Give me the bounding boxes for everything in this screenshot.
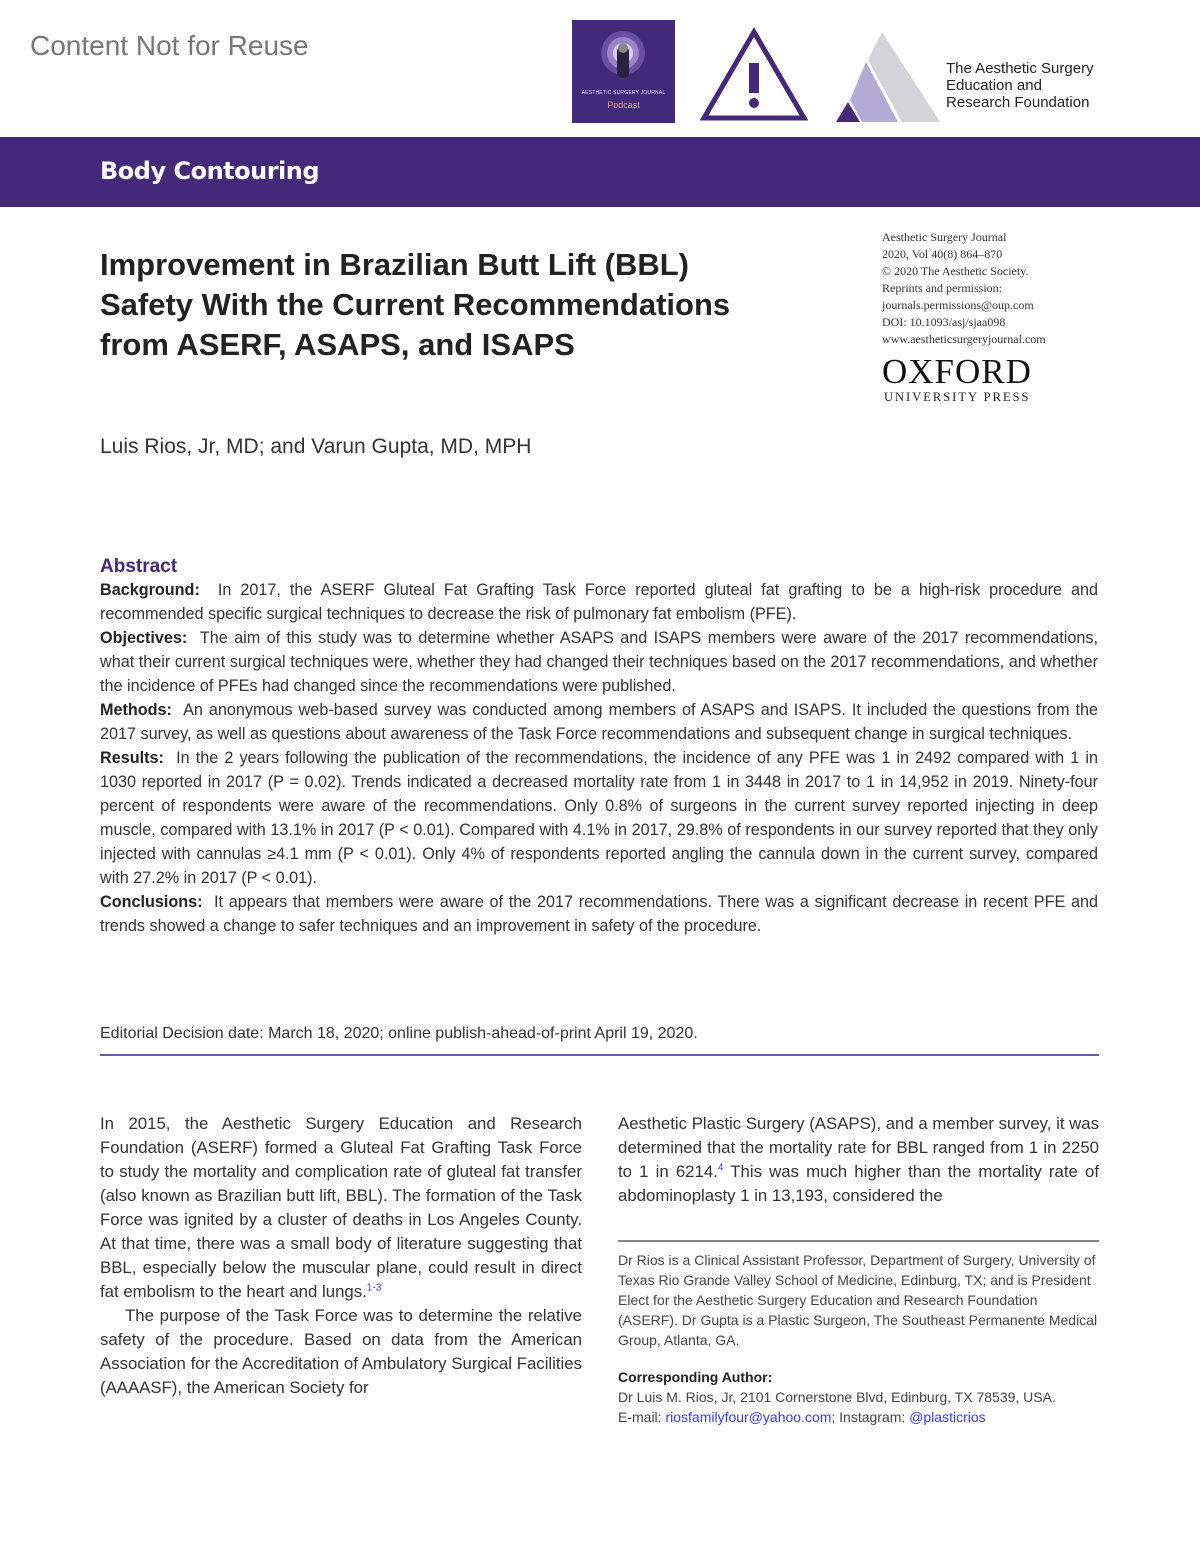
aserf-name-line: Research Foundation (946, 94, 1090, 111)
journal-volume: 2020, Vol 40(8) 864–870 (882, 247, 1003, 261)
doi[interactable]: DOI: 10.1093/asj/sjaa098 (882, 315, 1006, 329)
aserf-name (946, 60, 1094, 111)
abstract-background (100, 578, 1098, 626)
corresponding-address: Dr Luis M. Rios, Jr, 2101 Cornerstone Blvd, Edinburg, TX 78539, USA. (618, 1389, 1056, 1405)
author-list: Luis Rios, Jr, MD; and Varun Gupta, MD, MPH (100, 435, 532, 458)
abstract-text: The aim of this study was to determine whether ASAPS and ISAPS members were aware of the 2017 recommendations, what their current surgical techniques were, whether they had changed their techniques based on the 2017 recommendations, and whether the incidence of PFEs had changed since the recommendations were published. (100, 629, 1098, 695)
section-banner (0, 137, 1200, 207)
body-column-right (618, 1112, 1099, 1208)
abstract-text: It appears that members were aware of the 2017 recommendations. There was a significant decrease in recent PFE and trends showed a change to safer techniques and an improvement in safety of the procedure. (100, 893, 1098, 935)
title-line: Improvement in Brazilian Butt Lift (BBL) (100, 247, 689, 282)
abstract-label: Conclusions: (100, 893, 203, 911)
instagram-link[interactable]: @plasticrios (909, 1409, 986, 1425)
citation-link[interactable]: 4 (717, 1162, 724, 1174)
divider (100, 1054, 1099, 1056)
paragraph-text: This was much higher than the mortality rate of abdominoplasty 1 in 13,193, considered the (618, 1162, 1099, 1205)
publisher-subtitle: UNIVERSITY PRESS (884, 390, 1031, 404)
aserf-name-line: Education and (946, 77, 1042, 94)
warning-triangle-icon[interactable] (700, 28, 808, 122)
journal-name: Aesthetic Surgery Journal (882, 230, 1007, 244)
section-label: Body Contouring (100, 157, 320, 185)
permissions-email[interactable]: journals.permissions@oup.com (882, 298, 1034, 312)
abstract-text: In the 2 years following the publication of the recommendations, the incidence of any PFE was 1 in 2492 compared with 1 in 1030 reported in 2017 (P = 0.02). Trends indicated a decreased mortality rate from 1 in 3448 in 2017 to 1 in 14,952 in 2019. Ninety-four percent of respondents were aware of the recommendations. Only 0.8% of surgeons in the current survey reported injecting in deep muscle, compared with 13.1% in 2017 (P < 0.01). Compared with 4.1% in 2017, 29.8% of respondents in our survey reported that they only injected with cannulas ≥4.1 mm (P < 0.01). Only 4% of respondents reported angling the cannula down in the current survey, compared with 27.2% in 2017 (P < 0.01). (100, 749, 1098, 887)
abstract-label: Methods: (100, 701, 172, 719)
podcast-microphone-icon (572, 20, 675, 90)
publisher-logo: OXFORD (882, 352, 1032, 391)
email-link[interactable]: riosfamilyfour@yahoo.com (665, 1409, 832, 1425)
contact-line (618, 1407, 1099, 1427)
body-paragraph: The purpose of the Task Force was to determine the relative safety of the procedure. Based on data from the American Association for the Accreditation of Ambulatory Surgical Facilities (AAAASF), the American Society for (100, 1306, 582, 1397)
abstract-text: An anonymous web-based survey was conducted among members of ASAPS and ISAPS. It included the questions from the 2017 survey, as well as questions about awareness of the Task Force recommendations and subsequent change in surgical techniques. (100, 701, 1098, 743)
paragraph-text: Aesthetic Plastic Surgery (ASAPS), and a member survey, it was determined that the mortality rate for BBL ranged from 1 in 2250 to 1 in 6214. (618, 1114, 1099, 1181)
podcast-caption-label: Podcast (607, 100, 640, 110)
body-column-left (100, 1112, 582, 1400)
podcast-logo[interactable] (572, 20, 675, 123)
abstract-methods (100, 698, 1098, 746)
abstract-label: Objectives: (100, 629, 188, 647)
paragraph-text: In 2015, the Aesthetic Surgery Education and Research Foundation (ASERF) formed a Gluteal Fat Grafting Task Force to study the mortality and complication rate of gluteal fat transfer (also known as Brazilian butt lift, BBL). The formation of the Task Force was ignited by a cluster of deaths in Los Angeles County. At that time, there was a small body of literature suggesting that BBL, especially below the muscular plane, could result in direct fat embolism to the heart and lungs. (100, 1114, 582, 1301)
author-affiliations: Dr Rios is a Clinical Assistant Professor, Department of Surgery, University of Texas Rio Grande Valley School of Medicine, Edinburg, TX; and is President Elect for the Aesthetic Surgery Education and Research Foundation (ASERF). Dr Gupta is a Plastic Surgeon, The Southeast Permanente Medical Group, Atlanta, GA. (618, 1252, 1098, 1348)
divider (618, 1240, 1099, 1242)
abstract-label: Results: (100, 749, 164, 767)
abstract (100, 556, 1098, 938)
aserf-name-line: The Aesthetic Surgery (946, 60, 1094, 77)
watermark-text: Content Not for Reuse (30, 30, 309, 61)
podcast-caption-journal: AESTHETIC SURGERY JOURNAL (581, 90, 666, 96)
abstract-text: In 2017, the ASERF Gluteal Fat Grafting Task Force reported gluteal fat grafting to be a high-risk procedure and recommended specific surgical techniques to decrease the risk of pulmonary fat embolism (PFE). (100, 581, 1098, 623)
abstract-results (100, 746, 1098, 890)
title-line: Safety With the Current Recommendations (100, 287, 731, 322)
body-paragraph (100, 1112, 582, 1304)
abstract-objectives (100, 626, 1098, 698)
aserf-triangles-logo[interactable] (836, 32, 940, 122)
email-label: E-mail: (618, 1409, 666, 1425)
journal-info (882, 229, 1046, 348)
copyright: © 2020 The Aesthetic Society. (882, 264, 1029, 278)
abstract-conclusions (100, 890, 1098, 938)
journal-url[interactable]: www.aestheticsurgeryjournal.com (882, 332, 1046, 346)
title-line: from ASERF, ASAPS, and ISAPS (100, 327, 575, 362)
body-paragraph (618, 1112, 1099, 1208)
corresponding-heading: Corresponding Author: (618, 1369, 773, 1385)
instagram-label: ; Instagram: (831, 1409, 910, 1425)
abstract-heading: Abstract (100, 556, 178, 577)
abstract-label: Background: (100, 581, 200, 599)
article-title (100, 245, 820, 365)
citation-link[interactable]: 1-3 (366, 1282, 382, 1294)
editorial-note: Editorial Decision date: March 18, 2020; online publish-ahead-of-print April 19, 2020. (100, 1025, 698, 1042)
corresponding-author (618, 1367, 1099, 1427)
reprints-label: Reprints and permission: (882, 281, 1002, 295)
